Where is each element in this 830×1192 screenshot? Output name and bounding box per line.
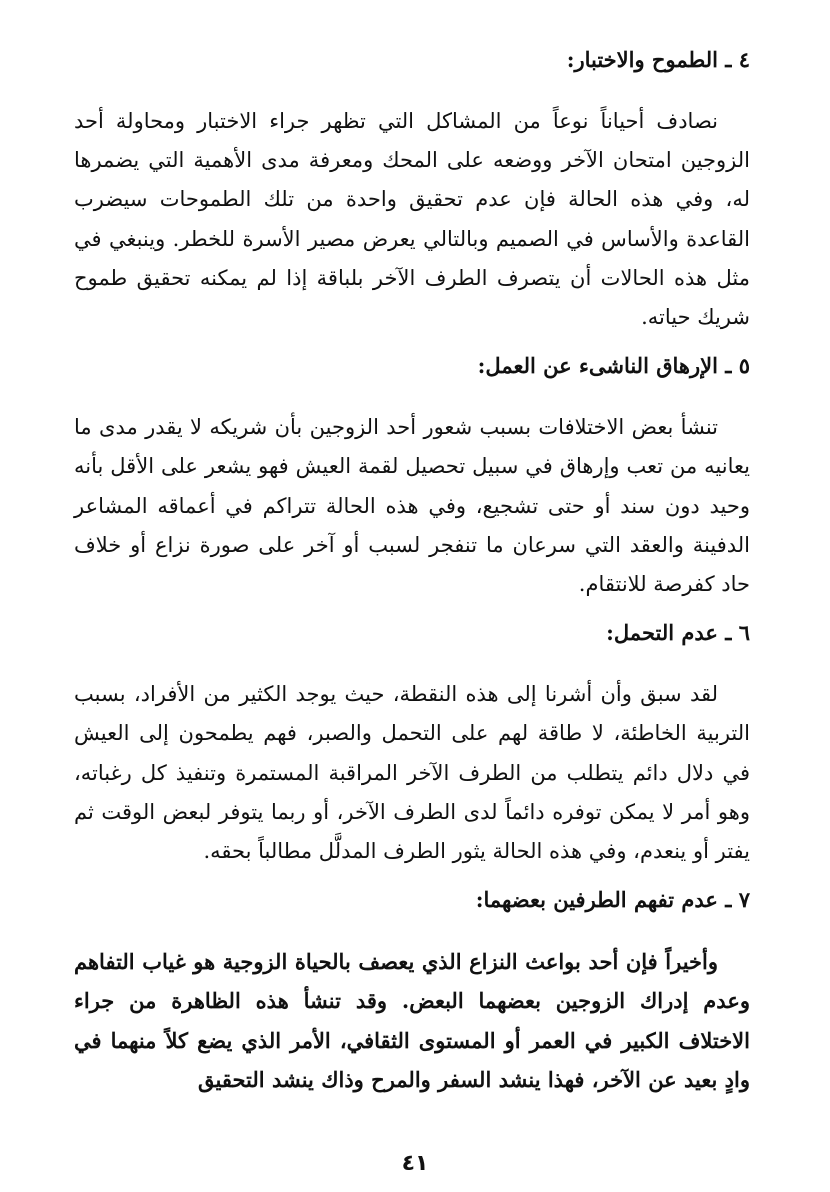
- section-body-work-fatigue: تنشأ بعض الاختلافات بسبب شعور أحد الزوجين بأن شريكه لا يقدر مدى ما يعانيه من تعب وإرهاق في سبيل تحصيل لقمة العيش فهو يشعر على الأقل بأنه وحيد دون سند أو حتى تشجيع، وفي هذه الحالة تتراكم في أعماقه المشاعر الدفينة والعقد التي سرعان ما تنفجر لسبب أو آخر على صورة نزاع أو خلاف حاد كفرصة للانتقام.: [74, 415, 750, 597]
- section-heading-ambition-and-testing: ٤ ـ الطموح والاختبار:: [566, 47, 750, 72]
- section-heading-lack-of-tolerance: ٦ ـ عدم التحمل:: [606, 620, 750, 646]
- section-body-lack-of-tolerance: لقد سبق وأن أشرنا إلى هذه النقطة، حيث يوجد الكثير من الأفراد، بسبب التربية الخاطئة، لا طاقة لهم على التحمل والصبر، فهم يطمحون إلى العيش في دلال دائم يتطلب من الطرف الآخر المراقبة المستمرة وتنفيذ كل رغباته، وهو أمر لا يمكن توفره دائماً لدى الطرف الآخر، أو ربما يتوفر لبعض الوقت ثم يفتر أو ينعدم، وفي هذه الحالة يثور الطرف المدلَّل مطالباً بحقه.: [74, 682, 751, 864]
- section-body-mutual-misunderstanding: وأخيراً فإن أحد بواعث النزاع الذي يعصف بالحياة الزوجية هو غياب التفاهم وعدم إدراك الزوجين بعضهما البعض. وقد تنشأ هذه الظاهرة من جراء الاختلاف الكبير في العمر أو المستوى الثقافي، الأمر الذي يضع كلاً منهما في وادٍ بعيد عن الآخر، فهذا ينشد السفر والمرح وذاك ينشد التحقيق: [74, 949, 750, 1092]
- page-number: ٤١: [401, 1151, 429, 1176]
- book-page: [74, 40, 750, 1108]
- section-body-ambition-and-testing: نصادف أحياناً نوعاً من المشاكل التي تظهر جراء الاختبار ومحاولة أحد الزوجين امتحان الآخر ووضعه على المحك ومعرفة مدى الأهمية التي يضمرها له، وفي هذه الحالة فإن عدم تحقيق واحدة من تلك الطموحات سيضرب القاعدة والأساس في الصميم وبالتالي يعرض مصير الأسرة للخطر. وينبغي في مثل هذه الحالات أن يتصرف الطرف الآخر بلباقة إذا لم يمكنه تحقيق طموح شريك حياته.: [74, 109, 750, 330]
- section-heading-mutual-misunderstanding: ٧ ـ عدم تفهم الطرفين بعضهما:: [475, 887, 750, 913]
- section-heading-work-fatigue: ٥ ـ الإرهاق الناشىء عن العمل:: [477, 353, 750, 379]
